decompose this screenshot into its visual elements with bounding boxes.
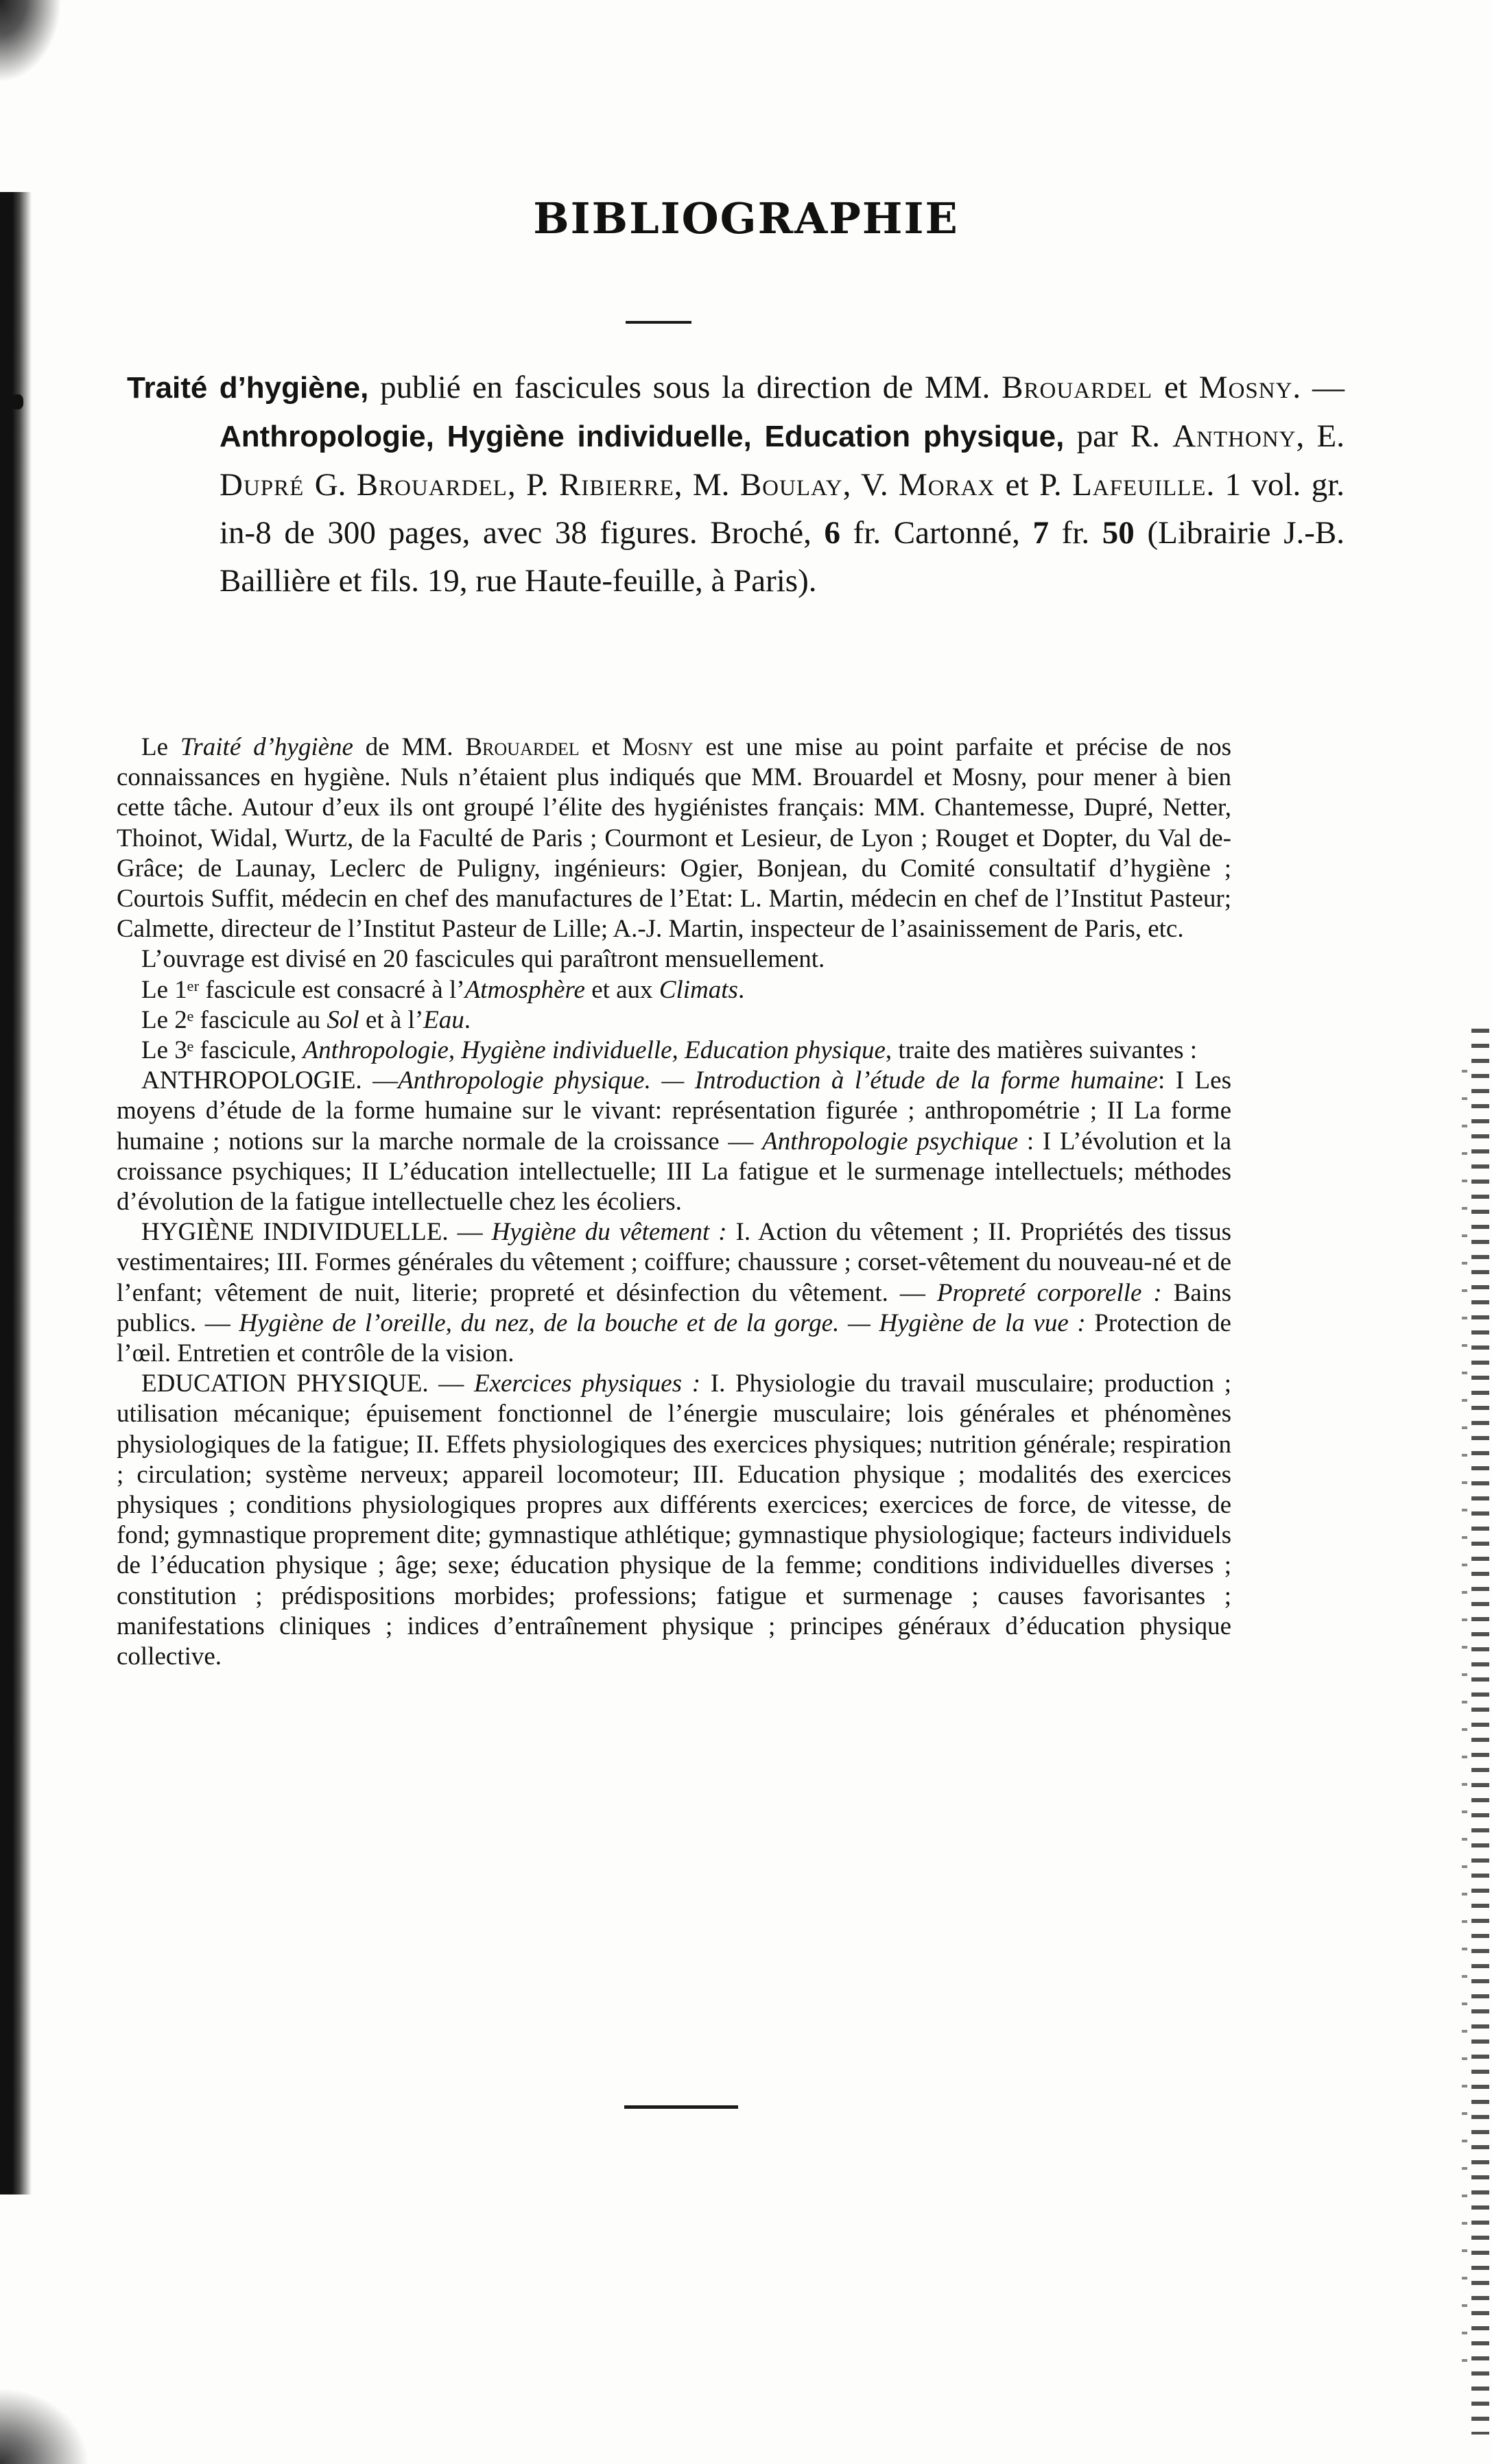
paragraph-anthropologie: [117, 1066, 1231, 1217]
text-run: Le 3ᵉ fascicule,: [141, 1036, 303, 1065]
citation-text: (Librairie J.-B. Baillière et fils. 19, rue Haute-feuille, à Paris).: [220, 515, 1345, 599]
text-run: , traite des matières suivantes :: [885, 1036, 1198, 1065]
text-run: Exercices physiques :: [474, 1369, 701, 1398]
text-run: Protection de l’œil. Entretien et contrôle de la vision.: [117, 1308, 1231, 1368]
scan-edge-right: [1471, 1029, 1489, 2435]
citation-book-title: Traité d’hygiène,: [127, 371, 369, 405]
text-run: Atmosphère: [464, 975, 585, 1004]
text-run: Le 2ᵉ fascicule au: [141, 1005, 327, 1034]
page-title: BIBLIOGRAPHIE: [533, 193, 959, 243]
text-run: Sol: [327, 1005, 359, 1034]
citation-text: . —: [1292, 370, 1345, 405]
citation-text: , M.: [674, 467, 740, 503]
text-run: Propreté corporelle :: [936, 1278, 1162, 1307]
citation-text: fr. Cartonné,: [840, 515, 1033, 551]
section-heading: EDUCATION PHYSIQUE. —: [141, 1369, 475, 1398]
scan-ink-spot: [11, 394, 23, 409]
paragraph-fascicle-1: [117, 975, 1231, 1005]
author-name: Lafeuille: [1072, 467, 1207, 503]
text-run: I. Physiologie du travail musculaire; production ; utilisation mécanique; épuisement fonctionnel de l’énergie musculaire; lois générales et phénomènes physiologiques de la fatigue; II. Effets physiologiques des exercices physiques; nutrition générale; respiration ; circulation; système nerveux; appareil locomoteur; III. Education physique ; modalités des exercices physiques ; conditions physiologiques propres aux différents exercices; exercices de force, de vitesse, de fond; gymnastique proprement dite; gymnastique athlétique; gymnastique physiologique; facteurs individuels de l’éducation physique ; âge; sexe; éducation physique de la femme; conditions individuelles diverses ; constitution ; prédispositions morbides; professions; fatigue et surmenage ; causes favorisantes ; manifestations cliniques ; indices d’entraînement physique ; principes généraux d’éducation physique collective.: [117, 1369, 1231, 1671]
paragraph-education: [117, 1369, 1231, 1672]
text-run: et: [579, 733, 622, 761]
text-run: Le 1ᵉʳ fascicule est consacré à l’: [141, 975, 465, 1004]
text-run: Le: [141, 733, 180, 761]
author-name: Mosny: [621, 733, 694, 761]
citation-text: , P.: [507, 467, 560, 503]
price-value: 7: [1032, 515, 1049, 551]
author-name: Anthony: [1172, 418, 1296, 454]
scan-shadow-top-left: [0, 0, 62, 82]
citation-text: , V.: [842, 467, 899, 503]
paragraph-fascicle-3: [117, 1036, 1231, 1066]
paragraph-fascicle-2: [117, 1005, 1231, 1036]
citation-text: G.: [304, 467, 357, 503]
paragraph-hygiene: [117, 1217, 1231, 1369]
text-run: est une mise au point parfaite et précise de nos connaissances en hygiène. Nuls n’étaient plus indiqués que MM. Brouardel et Mosny, pour mener à bien cette tâche. Autour d’eux ils ont groupé l’élite des hygiénistes français: MM. Chantemesse, Dupré, Netter, Thoinot, Widal, Wurtz, de la Faculté de Paris ; Courmont et Lesieur, de Lyon ; Rouget et Dopter, du Val de-Grâce; de Launay, Leclerc de Puligny, ingénieurs: Ogier, Bonjean, du Comité consultatif d’hygiène ; Courtois Suffit, médecin en chef des manufactures de l’Etat: L. Martin, médecin en chef de l’Institut Pasteur; Calmette, directeur de l’Institut Pasteur de Lille; A.-J. Martin, inspecteur de l’asainissement de Paris, etc.: [117, 733, 1231, 944]
text-run: Climats: [659, 975, 738, 1004]
text-run: Anthropologie physique. — Introduction à l’étude de la forme humaine: [398, 1066, 1158, 1095]
author-name: Brouardel: [465, 733, 580, 761]
title-divider: [626, 321, 691, 324]
text-run: et à l’: [359, 1005, 424, 1034]
paragraph-intro: [117, 732, 1231, 944]
text-run: et aux: [584, 975, 659, 1004]
author-name: Brouardel: [356, 467, 508, 503]
text-run: Eau: [423, 1005, 464, 1034]
section-heading: ANTHROPOLOGIE. —: [141, 1066, 399, 1095]
text-run: de MM.: [353, 733, 466, 761]
text-run: Bains publics. —: [117, 1278, 1231, 1337]
citation-volume-title: Anthropologie, Hygiène individuelle, Education physique,: [220, 420, 1065, 453]
text-run: Hygiène de l’oreille, du nez, de la bouche et de la gorge. — Hygiène de la vue :: [239, 1308, 1086, 1337]
text-run: .: [464, 1005, 471, 1034]
citation-text: . 1 vol. gr. in-8 de 300 pages, avec 38 figures. Broché,: [220, 467, 1345, 551]
book-citation: [127, 363, 1345, 605]
scan-shadow-bottom-left: [0, 2382, 96, 2464]
citation-text: et P.: [995, 467, 1073, 503]
text-run: Traité d’hygiène: [180, 733, 353, 761]
author-name: Mosny: [1198, 370, 1293, 405]
citation-text: , E.: [1296, 418, 1345, 454]
text-run: I. Action du vêtement ; II. Propriétés des tissus vestimentaires; III. Formes générales du vêtement ; coiffure; chaussure ; corset-vêtement du nouveau-né et de l’enfant; vêtement de nuit, literie; propreté et désinfection du vêtement. —: [117, 1218, 1231, 1307]
paragraph-division: L’ouvrage est divisé en 20 fascicules qui paraîtront mensuellement.: [141, 945, 825, 974]
end-divider: [624, 2105, 738, 2109]
review-body: [117, 732, 1231, 1672]
section-heading: HYGIÈNE INDIVIDUELLE. —: [141, 1218, 492, 1247]
author-name: Ribierre: [559, 467, 674, 503]
author-name: Boulay: [739, 467, 843, 503]
author-name: Brouardel: [1002, 370, 1153, 405]
citation-text: fr.: [1049, 515, 1102, 551]
text-run: : I Les moyens d’étude de la forme humaine sur le vivant: représentation figurée ; anthropométrie ; II La forme humaine ; notions sur la marche normale de la croissance —: [117, 1066, 1231, 1156]
author-name: Morax: [898, 467, 995, 503]
text-run: Hygiène du vêtement :: [491, 1218, 727, 1247]
text-run: .: [737, 975, 745, 1004]
text-run: Anthropologie, Hygiène individuelle, Education physique: [303, 1036, 886, 1065]
scan-binding-edge-left: [0, 192, 32, 2194]
citation-text: et: [1152, 370, 1199, 405]
text-run: Anthropologie psychique: [762, 1127, 1019, 1156]
price-value: 50: [1102, 515, 1135, 551]
citation-text: publié en fascicules sous la direction de MM.: [368, 370, 1002, 405]
price-value: 6: [824, 515, 840, 551]
author-name: Dupré: [220, 467, 305, 503]
scan-edge-right-inner: [1462, 1070, 1467, 2373]
text-run: : I L’évolution et la croissance psychiques; II L’éducation intellectuelle; III La fatigue et le surmenage intellectuels; méthodes d’évolution de la fatigue intellectuelle chez les écoliers.: [117, 1127, 1232, 1217]
citation-text: par R.: [1064, 418, 1173, 454]
